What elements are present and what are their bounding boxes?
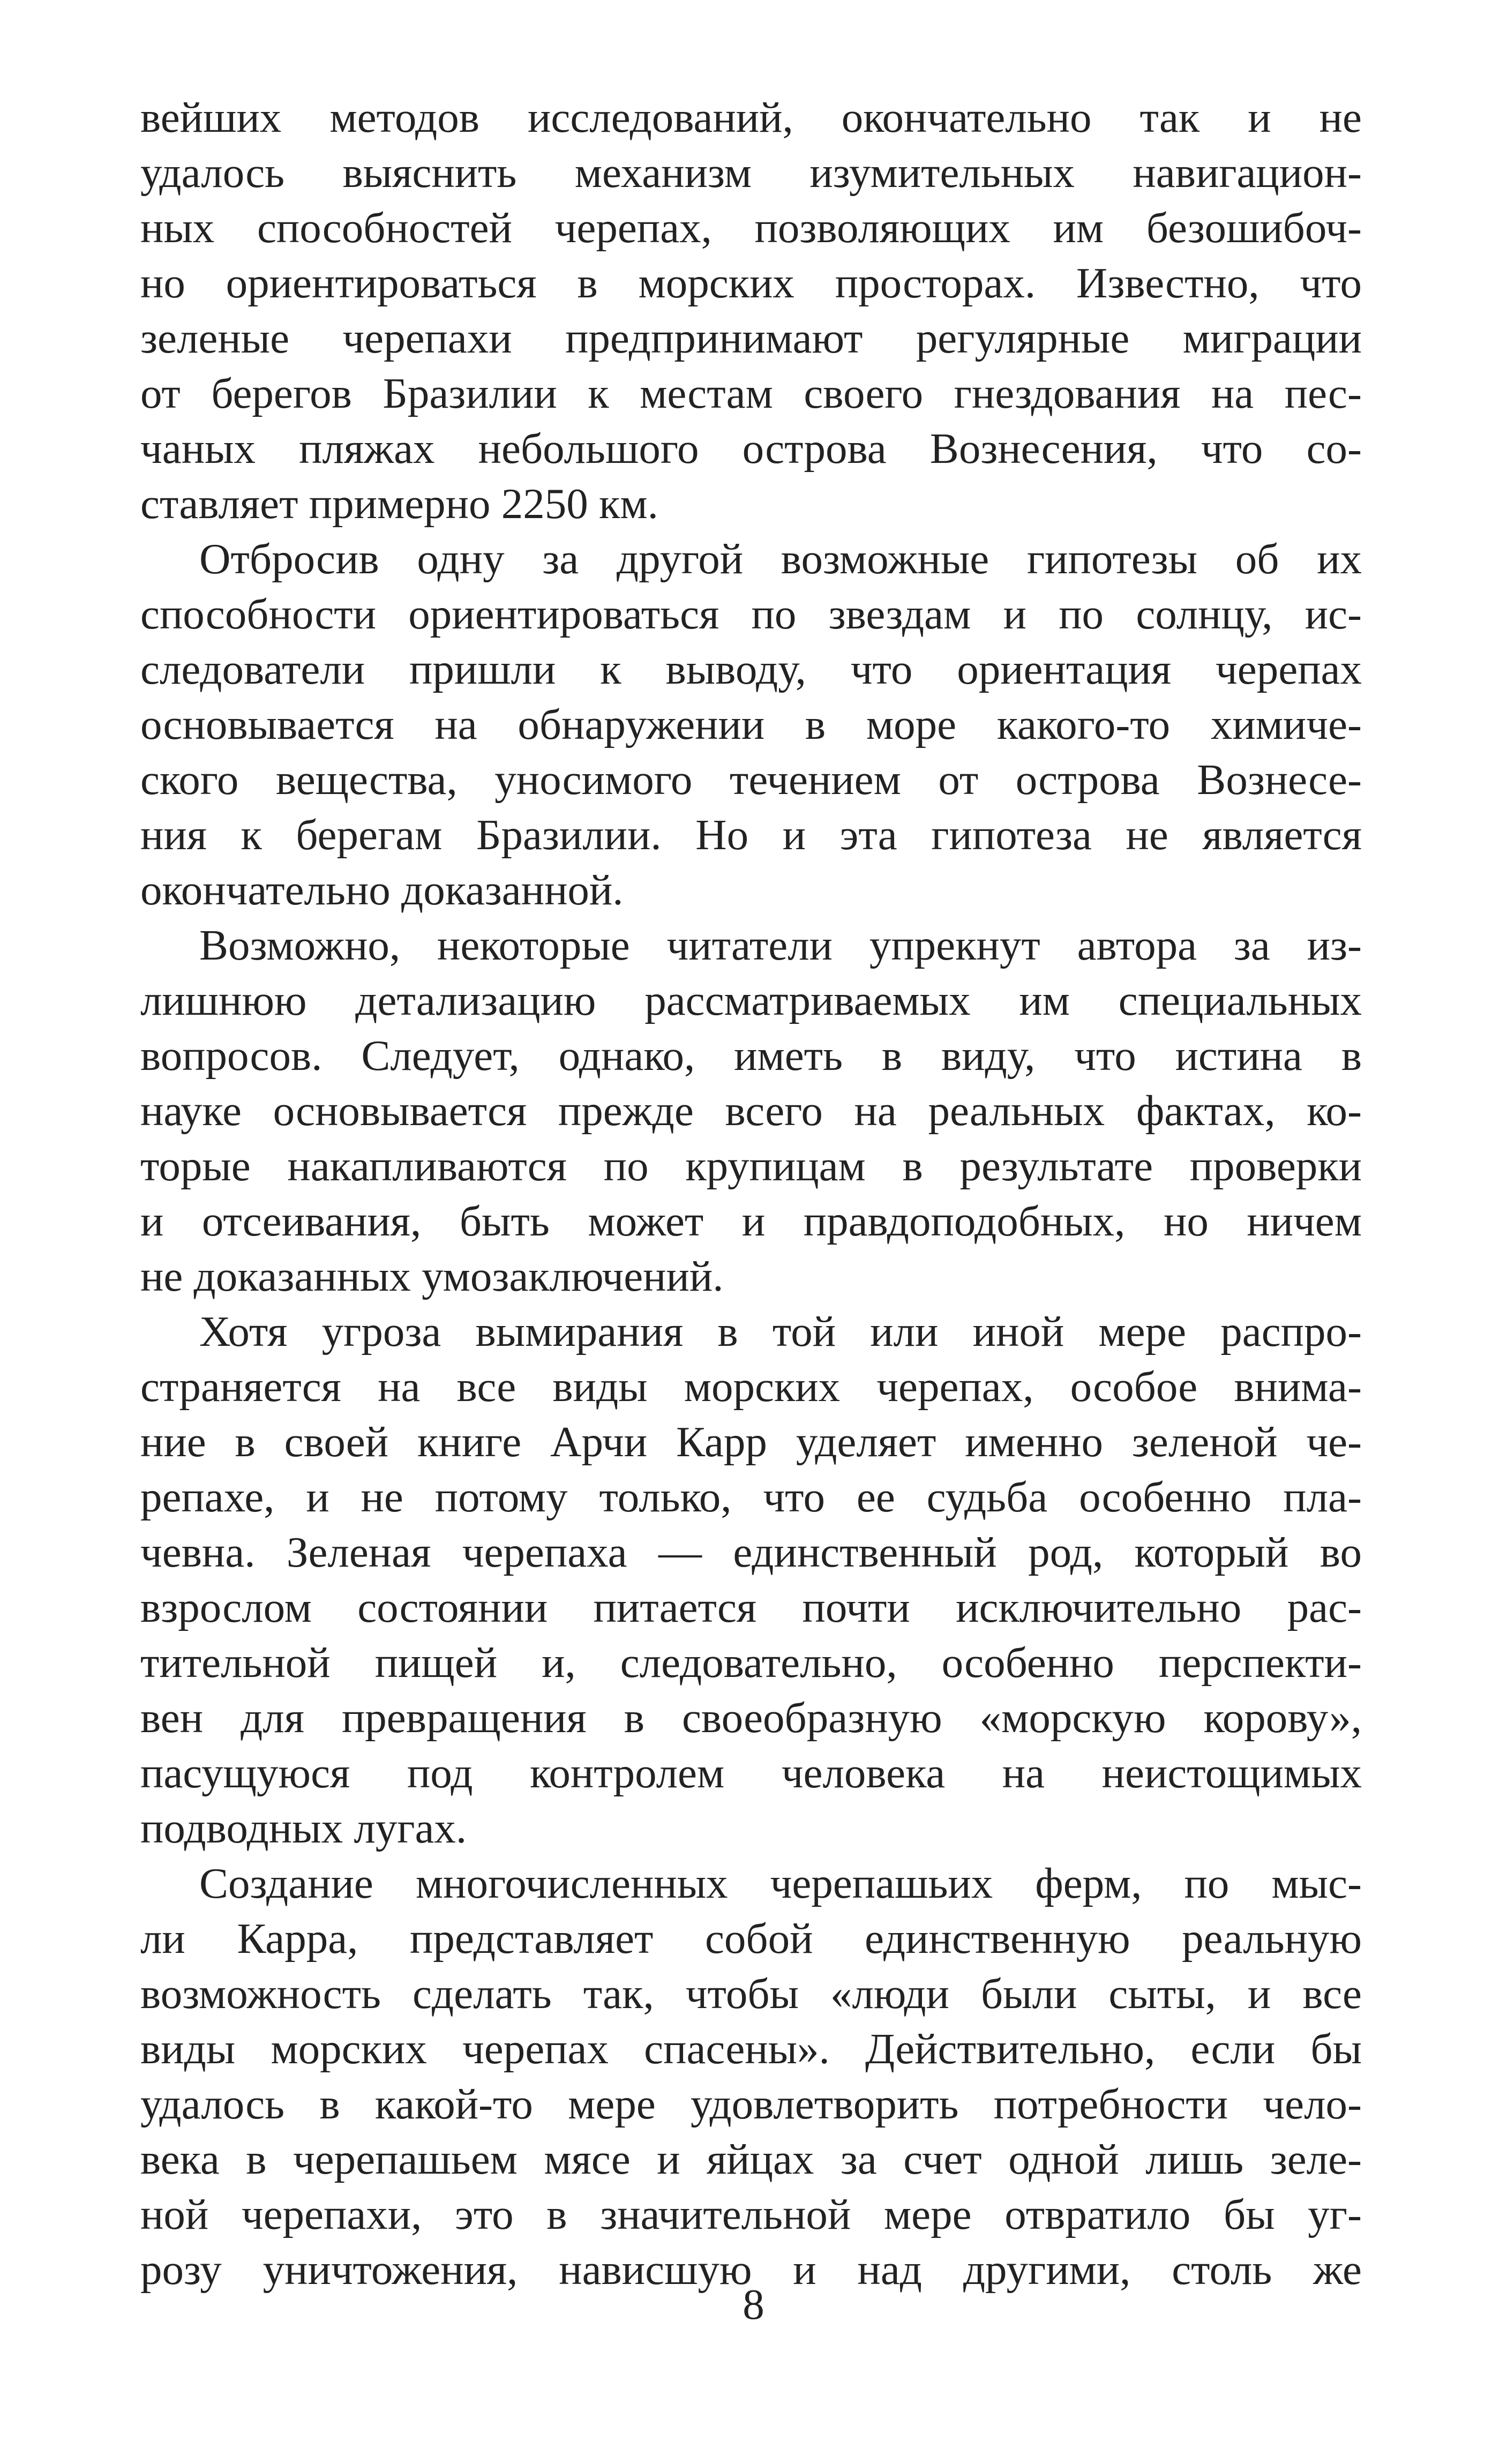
text-line: Хотя угроза вымирания в той или иной мере распро- xyxy=(199,1307,1362,1355)
text-line: ского вещества, уносимого течением от острова Вознесе- xyxy=(140,755,1362,804)
paragraph xyxy=(140,90,1362,531)
text-line: не доказанных умозаключений. xyxy=(140,1252,724,1300)
text-line: науке основывается прежде всего на реальных фактах, ко- xyxy=(140,1087,1362,1135)
text-line: тительной пищей и, следовательно, особенно перспекти- xyxy=(140,1638,1362,1687)
text-line: но ориентироваться в морских просторах. Известно, что xyxy=(140,259,1362,307)
text-line: и отсеивания, быть может и правдоподобных, но ничем xyxy=(140,1197,1362,1245)
page-number: 8 xyxy=(743,2280,764,2328)
paragraph xyxy=(140,531,1362,918)
text-line: ставляет примерно 2250 км. xyxy=(140,480,658,528)
paragraph xyxy=(140,1856,1362,2297)
text-line: ных способностей черепах, позволяющих им безошибоч- xyxy=(140,204,1362,252)
text-line: ли Карра, представляет собой единственную реальную xyxy=(140,1914,1362,1963)
text-line: удалось выяснить механизм изумительных навигацион- xyxy=(140,148,1362,197)
text-line: пасущуюся под контролем человека на неистощимых xyxy=(140,1749,1362,1797)
text-line: лишнюю детализацию рассматриваемых им специальных xyxy=(140,976,1362,1024)
text-line: репахе, и не потому только, что ее судьба особенно пла- xyxy=(140,1473,1362,1521)
text-line: торые накапливаются по крупицам в результате проверки xyxy=(140,1142,1362,1190)
paragraph xyxy=(140,918,1362,1304)
text-line: Отбросив одну за другой возможные гипотезы об их xyxy=(199,535,1362,583)
text-line: чаных пляжах небольшого острова Вознесения, что со- xyxy=(140,424,1362,473)
text-line: подводных лугах. xyxy=(140,1804,467,1852)
text-line: ной черепахи, это в значительной мере отвратило бы уг- xyxy=(140,2190,1362,2238)
paragraph xyxy=(140,1304,1362,1856)
text-line: ние в своей книге Арчи Карр уделяет именно зеленой че- xyxy=(140,1418,1362,1466)
text-line: розу уничтожения, нависшую и над другими, столь же xyxy=(140,2245,1362,2294)
text-line: зеленые черепахи предпринимают регулярные миграции xyxy=(140,314,1362,362)
text-line: века в черепашьем мясе и яйцах за счет одной лишь зеле- xyxy=(140,2135,1362,2183)
text-line: удалось в какой-то мере удовлетворить потребности чело- xyxy=(140,2080,1362,2128)
text-line: следователи пришли к выводу, что ориентация черепах xyxy=(140,645,1362,693)
text-line: чевна. Зеленая черепаха — единственный род, который во xyxy=(140,1528,1362,1576)
text-line: способности ориентироваться по звездам и по солнцу, ис- xyxy=(140,590,1362,638)
text-line: вопросов. Следует, однако, иметь в виду, что истина в xyxy=(140,1031,1362,1080)
text-line: вен для превращения в своеобразную «морскую корову», xyxy=(140,1694,1362,1742)
text-line: Создание многочисленных черепашьих ферм, по мыс- xyxy=(199,1859,1362,1907)
text-line: вейших методов исследований, окончательно так и не xyxy=(140,93,1362,141)
text-line: взрослом состоянии питается почти исключительно рас- xyxy=(140,1583,1362,1631)
page-body xyxy=(140,90,1362,2394)
text-line: Возможно, некоторые читатели упрекнут автора за из- xyxy=(199,921,1362,969)
text-line: ния к берегам Бразилии. Но и эта гипотеза не является xyxy=(140,811,1362,859)
text-line: окончательно доказанной. xyxy=(140,866,624,914)
text-line: страняется на все виды морских черепах, особое внима- xyxy=(140,1362,1362,1411)
text-line: от берегов Бразилии к местам своего гнездования на пес- xyxy=(140,369,1362,417)
text-line: возможность сделать так, чтобы «люди были сыты, и все xyxy=(140,1969,1362,2018)
text-line: основывается на обнаружении в море какого-то химиче- xyxy=(140,700,1362,748)
text-line: виды морских черепах спасены». Действительно, если бы xyxy=(140,2025,1362,2073)
